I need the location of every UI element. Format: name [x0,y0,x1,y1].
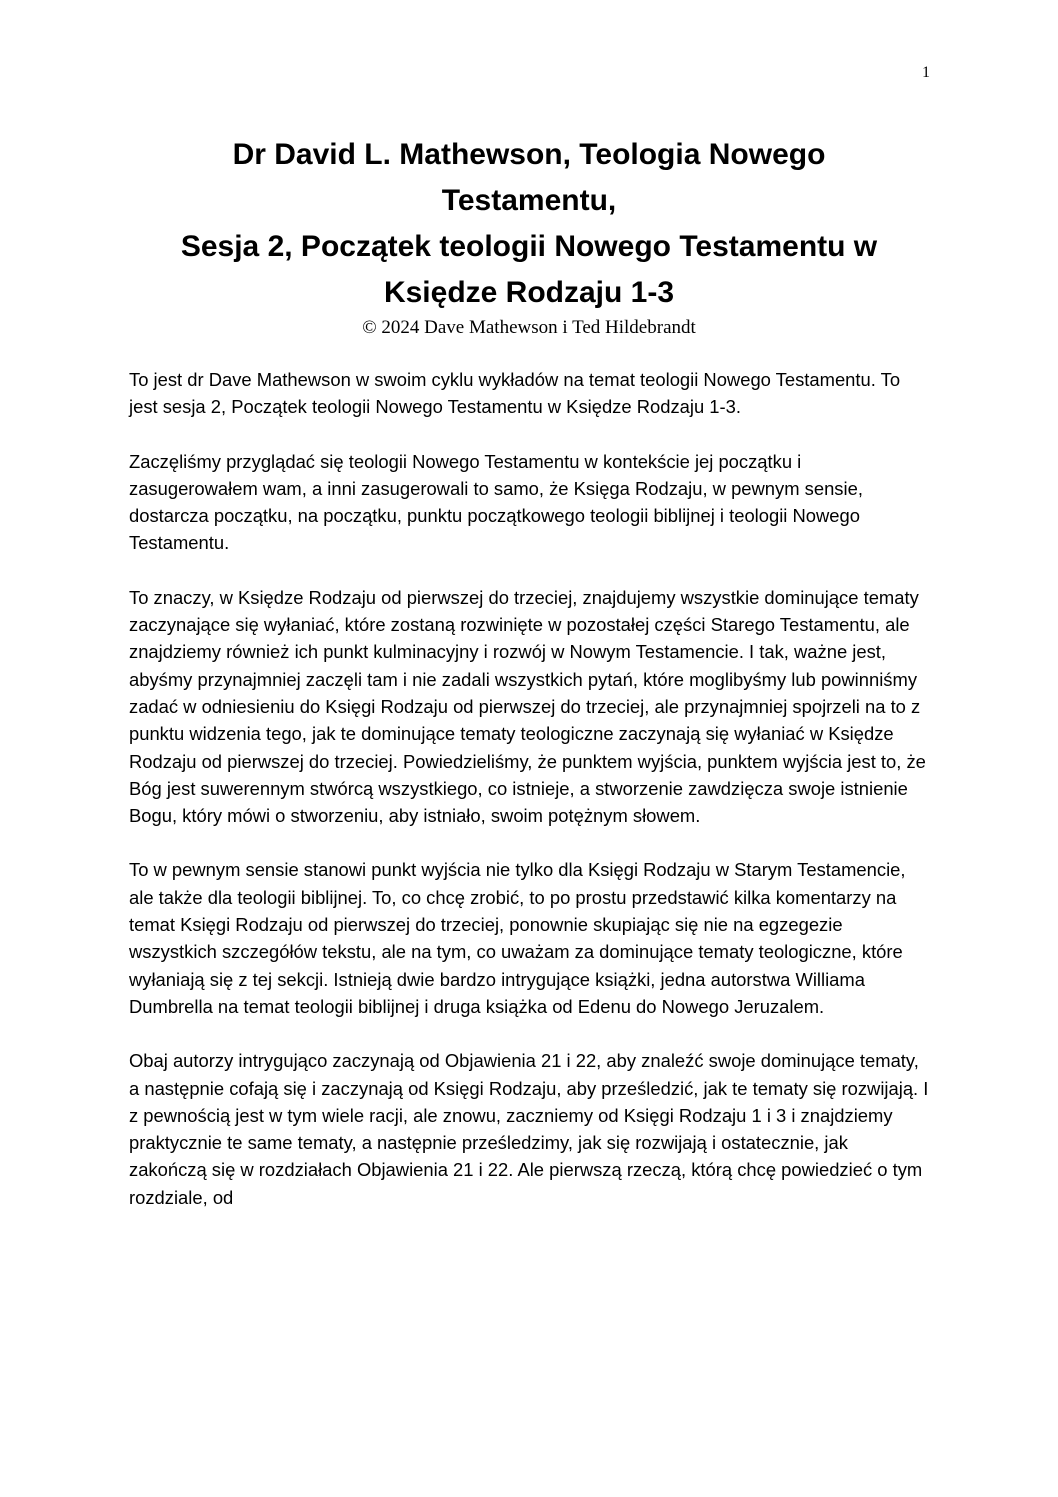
paragraph: To w pewnym sensie stanowi punkt wyjścia nie tylko dla Księgi Rodzaju w Starym Testamencie, ale także dla teologii biblijnej. To, co chcę zrobić, to po prostu przedstawić kilka komentarzy na temat Księgi Rodzaju od pierwszej do trzeciej, ponownie skupiając się nie na egzegezie wszystkich szczegółów tekstu, ale na tym, co uważam za dominujące tematy teologiczne, które wyłaniają się z tej sekcji. Istnieją dwie bardzo intrygujące książki, jedna autorstwa Williama Dumbrella na temat teologii biblijnej i druga książka od Edenu do Nowego Jeruzalem. [129,859,906,1017]
copyright-line: © 2024 Dave Mathewson i Ted Hildebrandt [362,317,696,338]
document-title-block [120,132,938,340]
page-number: 1 [922,64,930,81]
document-body [129,366,929,1238]
title-line-4: Księdze Rodzaju 1-3 [383,276,675,309]
paragraph: To znaczy, w Księdze Rodzaju od pierwszej do trzeciej, znajdujemy wszystkie dominujące tematy zaczynające się wyłaniać, które zostaną rozwinięte w pozostałej części Starego Testamentu, ale znajdziemy również ich punkt kulminacyjny i rozwój w Nowym Testamencie. I tak, ważne jest, abyśmy przynajmniej zaczęli tam i nie zadali wszystkich pytań, które moglibyśmy lub powinniśmy zadać w odniesieniu do Księgi Rodzaju od pierwszej do trzeciej, ale przynajmniej spojrzeli na to z punktu widzenia tego, jak te dominujące tematy teologiczne zaczynają się wyłaniać w Księdze Rodzaju od pierwszej do trzeciej. Powiedzieliśmy, że punktem wyjścia, punktem wyjścia jest to, że Bóg jest suwerennym stwórcą wszystkiego, co istnieje, a stworzenie zawdzięcza swoje istnienie Bogu, który mówi o stworzeniu, aby istniało, swoim potężnym słowem. [129,586,926,827]
paragraph: Obaj autorzy intrygująco zaczynają od Objawienia 21 i 22, aby znaleźć swoje dominujące tematy, a następnie cofają się i zaczynają od Księgi Rodzaju, aby prześledzić, jak te tematy się rozwijają. I z pewnością jest w tym wiele racji, ale znowu, zaczniemy od Księgi Rodzaju 1 i 3 i znajdziemy praktycznie te same tematy, a następnie prześledzimy, jak się rozwijają i ostatecznie, jak zakończą się w rozdziałach Objawienia 21 i 22. Ale pierwszą rzeczą, którą chcę powiedzieć o tym rozdziale, od [129,1050,929,1208]
title-line-2: Testamentu, [441,184,617,217]
paragraph: To jest dr Dave Mathewson w swoim cyklu wykładów na temat teologii Nowego Testamentu. To jest sesja 2, Początek teologii Nowego Testamentu w Księdze Rodzaju 1-3. [129,369,901,418]
paragraph: Zaczęliśmy przyglądać się teologii Nowego Testamentu w kontekście jej początku i zasugerowałem wam, a inni zasugerowali to samo, że Księga Rodzaju, w pewnym sensie, dostarcza początku, na początku, punktu początkowego teologii biblijnej i teologii Nowego Testamentu. [129,450,863,554]
title-line-1: Dr David L. Mathewson, Teologia Nowego [232,138,826,171]
title-line-3: Sesja 2, Początek teologii Nowego Testamentu w [180,230,878,263]
